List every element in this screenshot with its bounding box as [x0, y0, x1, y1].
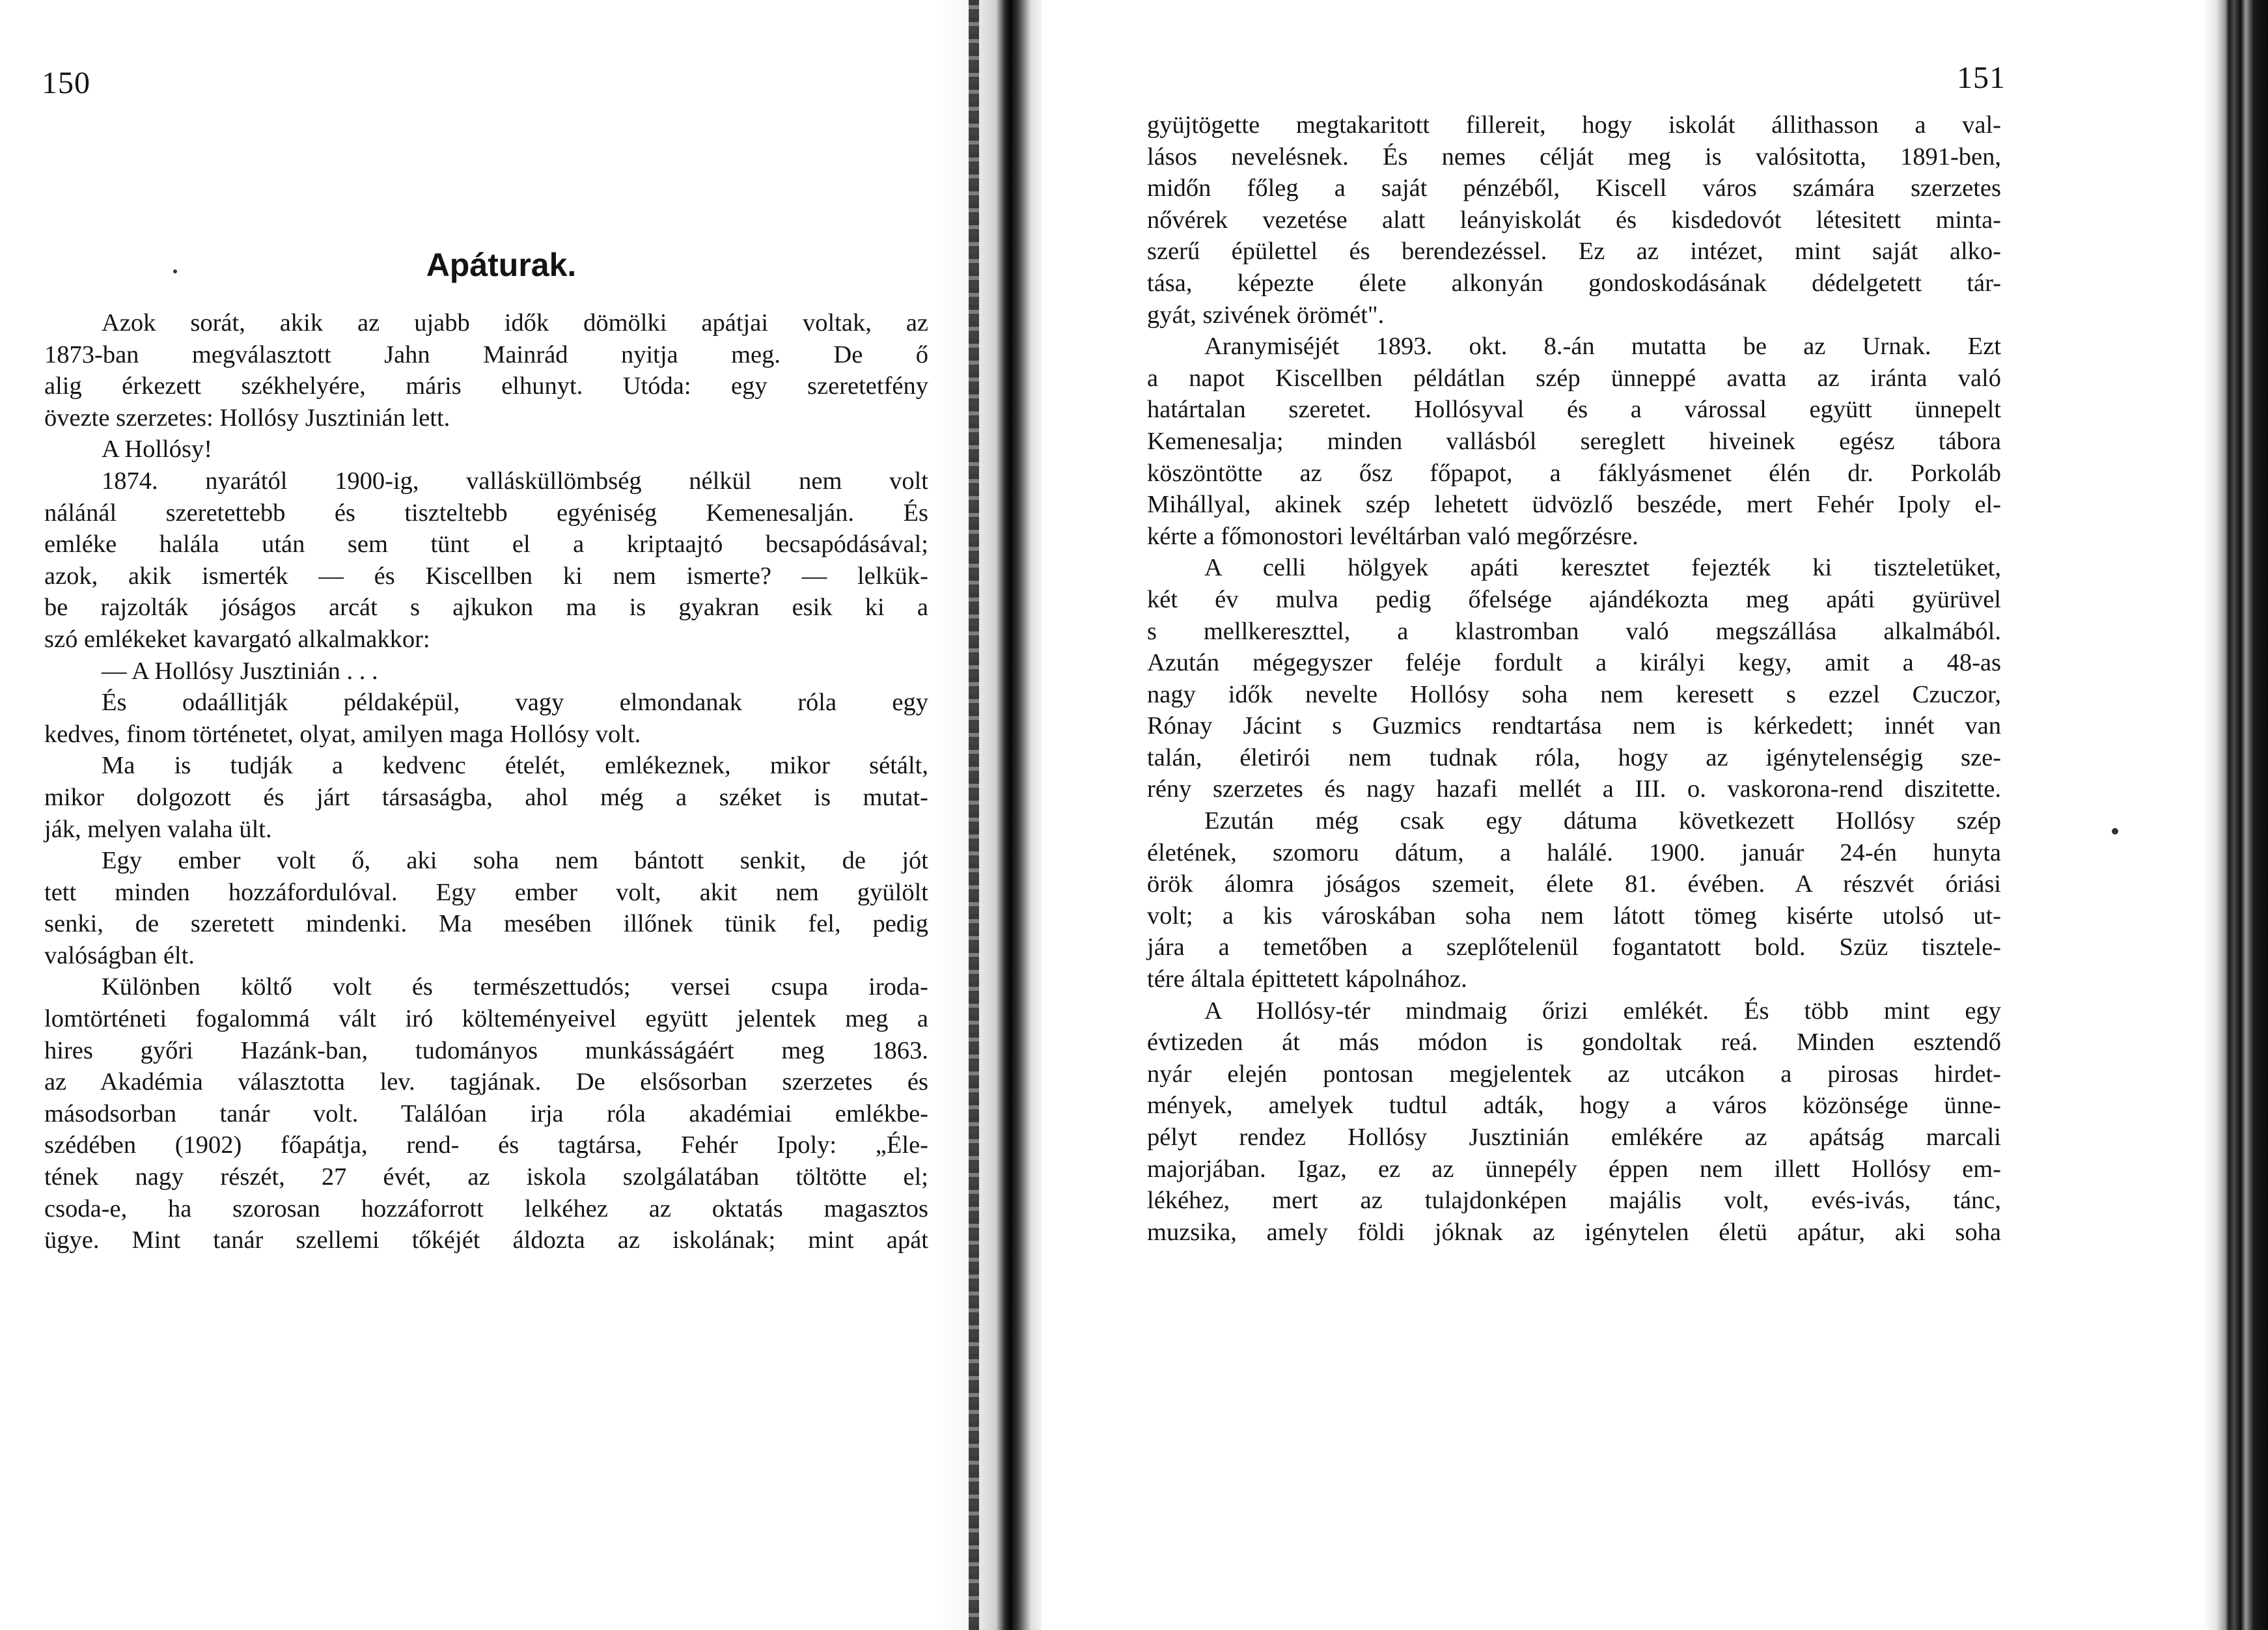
text-line: — A Hollósy Jusztinián . . .: [102, 657, 378, 685]
text-line: köszöntötte az ősz főpapot, a fáklyásmenet élén dr. Porkoláb: [1147, 459, 2001, 487]
text-line: És odaállitják példaképül, vagy elmondanak róla egy: [102, 689, 928, 717]
text-line: Ma is tudják a kedvenc ételét, emlékeznek, mikor sétált,: [102, 752, 928, 780]
scan-speck: [173, 269, 177, 273]
text-line: örök álomra jóságos szemeit, élete 81. évében. A részvét óriási: [1147, 870, 2001, 898]
text-line: övezte szerzetes: Hollósy Jusztinián lett.: [44, 404, 450, 432]
text-line: tett minden hozzáfordulóval. Egy ember volt, akit nem gyülölt: [44, 878, 928, 906]
text-line: évtizeden át más módon is gondoltak reá. Minden esztendő: [1147, 1029, 2001, 1057]
text-line: muzsika, amely földi jóknak az igénytelen életü apátur, aki soha: [1147, 1218, 2001, 1246]
text-line: 1874. nyarától 1900-ig, vallásküllömbség nélkül nem volt: [102, 467, 928, 495]
text-line: valóságban élt.: [44, 941, 195, 969]
text-line: Azután mégegyszer feléje fordult a királyi kegy, amit a 48-as: [1147, 649, 2001, 677]
text-line: Különben költő volt és természettudós; versei csupa iroda-: [102, 973, 928, 1001]
page-number: 150: [42, 66, 90, 100]
scan-speck: [2112, 828, 2118, 835]
text-line: kérte a főmonostori levéltárban való megőrzésre.: [1147, 522, 1639, 550]
text-line: az Akadémia választotta lev. tagjának. De elsősorban szerzetes és: [44, 1068, 928, 1096]
text-line: a napot Kiscellben példátlan szép ünneppé avatta az iránta való: [1147, 364, 2001, 392]
chapter-heading: Apáturak.: [426, 247, 577, 283]
text-line: Egy ember volt ő, aki soha nem bántott senkit, de jót: [102, 847, 928, 875]
text-line: nálánál szeretettebb és tiszteltebb egyéniség Kemenesalján. És: [44, 499, 928, 527]
left-text-column: [44, 307, 928, 1256]
text-line: A celli hölgyek apáti keresztet fejezték ki tiszteletüket,: [1204, 554, 2001, 582]
text-line: mények, amelyek tudtul adták, hogy a város közönsége ünne-: [1147, 1092, 2001, 1120]
text-line: szó emlékeket kavargató alkalmakkor:: [44, 625, 430, 653]
text-line: nővérek vezetése alatt leányiskolát és kisdedovót létesitett minta-: [1147, 206, 2001, 234]
text-line: életének, szomoru dátum, a halálé. 1900. január 24-én hunyta: [1147, 838, 2001, 866]
text-line: emléke halála után sem tünt el a kriptaajtó becsapódásával;: [44, 531, 928, 559]
text-line: s mellkereszttel, a klastromban való megszállása alkalmából.: [1147, 617, 2001, 645]
text-line: Rónay Jácint s Guzmics rendtartása nem is kérkedett; innét van: [1147, 712, 2001, 740]
text-line: Aranymiséjét 1893. okt. 8.-án mutatta be az Urnak. Ezt: [1204, 333, 2001, 361]
text-line: kedves, finom történetet, olyat, amilyen maga Hollósy volt.: [44, 720, 641, 748]
text-line: gyát, szivének örömét".: [1147, 301, 1385, 329]
text-line: alig érkezett székhelyére, máris elhunyt. Utóda: egy szeretetfény: [44, 372, 928, 400]
text-line: tére általa épittetett kápolnához.: [1147, 965, 1467, 993]
text-line: nagy idők nevelte Hollósy soha nem keresett s ezzel Czuczor,: [1147, 680, 2001, 708]
text-line: Ezután még csak egy dátuma következett Hollósy szép: [1204, 807, 2001, 835]
text-line: Azok sorát, akik az ujabb idők dömölki apátjai voltak, az: [102, 309, 928, 337]
text-line: ják, melyen valaha ült.: [44, 815, 272, 843]
text-line: szédében (1902) főapátja, rend- és tagtársa, Fehér Ipoly: „Éle-: [44, 1131, 928, 1159]
text-line: tása, képezte élete alkonyán gondoskodásának dédelgetett tár-: [1147, 269, 2001, 297]
text-line: azok, akik ismerték — és Kiscellben ki nem ismerte? — lelkük-: [44, 562, 928, 590]
text-line: Mihállyal, akinek szép lehetett üdvözlő beszéde, mert Fehér Ipoly el-: [1147, 491, 2001, 519]
text-line: pélyt rendez Hollósy Jusztinián emlékére az apátság marcali: [1147, 1124, 2001, 1151]
text-line: be rajzolták jóságos arcát s ajkukon ma is gyakran esik ki a: [44, 594, 928, 622]
text-line: A Hollósy!: [102, 435, 213, 463]
text-line: A Hollósy-tér mindmaig őrizi emlékét. És több mint egy: [1204, 997, 2001, 1025]
text-line: másodsorban tanár volt. Találóan irja róla akadémiai emlékbe-: [44, 1099, 928, 1127]
text-line: jára a temetőben a szeplőtelenül fogantatott bold. Szüz tisztele-: [1147, 933, 2001, 961]
text-line: talán, életirói nem tudnak róla, hogy az igénytelenségig sze-: [1147, 743, 2001, 771]
right-text-column: [1147, 109, 2001, 1248]
text-line: rény szerzetes és nagy hazafi mellét a III. o. vaskorona-rend diszitette.: [1147, 775, 2001, 803]
text-line: volt; a kis városkában soha nem látott tömeg kisérte utolsó ut-: [1147, 902, 2001, 930]
text-line: majorjában. Igaz, ez az ünnepély éppen nem illett Hollósy em-: [1147, 1155, 2001, 1183]
page-number: 151: [1957, 61, 2006, 95]
text-line: szerű épülettel és berendezéssel. Ez az intézet, mint saját alko-: [1147, 238, 2001, 266]
text-line: határtalan szeretet. Hollósyval és a várossal együtt ünnepelt: [1147, 396, 2001, 424]
text-line: két év mulva pedig őfelsége ajándékozta meg apáti gyürüvel: [1147, 585, 2001, 613]
text-line: senki, de szeretett mindenki. Ma mesében illőnek tünik fel, pedig: [44, 910, 928, 938]
left-page: [0, 0, 989, 1630]
text-line: gyüjtögette megtakaritott fillereit, hogy iskolát állithasson a val-: [1147, 111, 2001, 139]
text-line: lásos nevelésnek. És nemes célját meg is valósitotta, 1891-ben,: [1147, 143, 2001, 171]
right-page: [1042, 0, 2200, 1630]
page-edge-shadow: [2203, 0, 2268, 1630]
text-line: 1873-ban megválasztott Jahn Mainrád nyitja meg. De ő: [44, 340, 928, 368]
text-line: ügye. Mint tanár szellemi tőkéjét áldozta az iskolának; mint apát: [44, 1226, 928, 1254]
text-line: tének nagy részét, 27 évét, az iskola szolgálatában töltötte el;: [44, 1163, 928, 1191]
text-line: Kemenesalja; minden vallásból sereglett hiveinek egész tábora: [1147, 427, 2001, 455]
gutter-shadow: [969, 0, 979, 1630]
text-line: lomtörténeti fogalommá vált iró költeményeivel együtt jelentek meg a: [44, 1005, 928, 1033]
text-line: hires győri Hazánk-ban, tudományos munkásságáért meg 1863.: [44, 1036, 928, 1064]
text-line: midőn főleg a saját pénzéből, Kiscell város számára szerzetes: [1147, 174, 2001, 202]
text-line: lékéhez, mert az tulajdonképen majális volt, evés-ivás, tánc,: [1147, 1187, 2001, 1215]
text-line: nyár elején pontosan megjelentek az utcákon a pirosas hirdet-: [1147, 1060, 2001, 1088]
text-line: mikor dolgozott és járt társaságba, ahol még a széket is mutat-: [44, 783, 928, 811]
text-line: csoda-e, ha szorosan hozzáforrott lelkéhez az oktatás magasztos: [44, 1195, 928, 1222]
